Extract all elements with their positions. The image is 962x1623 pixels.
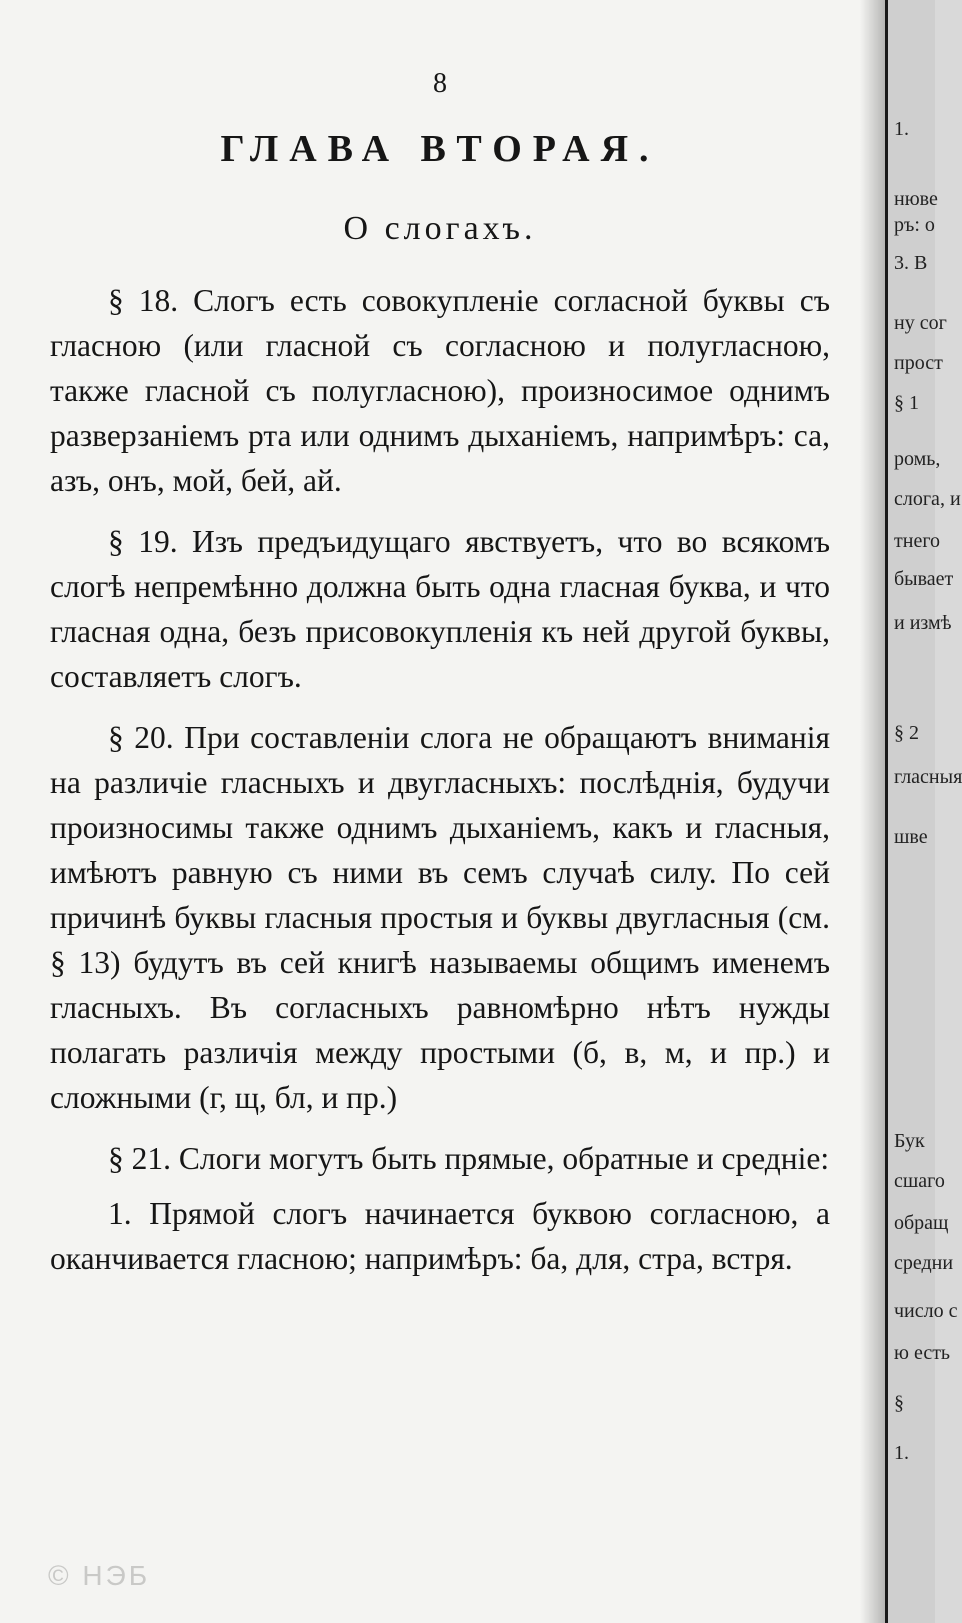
adjacent-page-text: § [894,1392,904,1414]
adjacent-page-text: нюве [894,188,938,210]
adjacent-page-text: средни [894,1252,954,1274]
page-content [50,70,830,1297]
section-title: О слогахъ. [343,210,537,247]
watermark: © НЭБ [48,1560,151,1591]
adjacent-page-text: ю есть [894,1342,951,1364]
adjacent-page-text: сшаго [894,1170,945,1192]
paragraph-18: § 18. Слогъ есть совокупленіе согласной буквы съ гласною (или гласной съ согласною и полугласною, также гласной съ полугласною), произносимое однимъ разверзаніемъ рта или однимъ дыханіемъ, напримѣръ: са, азъ, онъ, мой, бей, ай. [50,283,830,498]
paragraph-21-item-1: 1. Прямой слогъ начинается буквою согласною, а оканчивается гласною; напримѣръ: ба, для, стра, встря. [50,1196,830,1276]
adjacent-page-text: 1. [894,1442,909,1464]
paragraph-21: § 21. Слоги могутъ быть прямые, обратные и средніе: [108,1141,830,1176]
adjacent-page-text: § 1 [894,392,919,414]
adjacent-page-text: бывает [894,568,954,590]
adjacent-page-text: ръ: о [894,214,935,236]
adjacent-page-text: гласныя [894,766,962,788]
adjacent-page-text: 1. [894,118,909,140]
chapter-title: ГЛАВА ВТОРАЯ. [220,128,660,170]
adjacent-page-edge [885,0,962,1623]
adjacent-page-text: ну сог [894,312,947,334]
adjacent-page-text: и измѣ [894,612,952,634]
paragraph-19: § 19. Изъ предъидущаго явствуетъ, что во всякомъ слогѣ непремѣнно должна быть одна гласная буква, и что гласная одна, безъ присовокупленія къ ней другой буквы, составляетъ слогъ. [50,524,830,694]
adjacent-page-text: Бук [894,1130,925,1152]
adjacent-page-text: слога, и [894,488,961,510]
adjacent-page-text: число с [894,1300,958,1322]
adjacent-page-text: § 2 [894,722,919,744]
paragraph-20: § 20. При составленіи слога не обращаютъ вниманія на различіе гласныхъ и двугласныхъ: послѣднія, будучи произносимы также однимъ дыханіемъ, какъ и гласныя, имѣютъ равную съ ними въ семъ случаѣ силу. По сей причинѣ буквы гласныя простыя и буквы двугласныя (см. § 13) будутъ въ сей книгѣ называемы общимъ именемъ гласныхъ. Въ согласныхъ равномѣрно нѣтъ нужды полагать различія между простыми (б, в, м, и пр.) и сложными (г, щ, бл, и пр.) [50,720,830,1115]
adjacent-page-text: обращ [894,1212,949,1234]
page-gutter-shadow [860,0,885,1623]
adjacent-page-text: тнего [894,530,941,552]
adjacent-page-text: шве [894,826,928,848]
adjacent-page-text: 3. В [894,252,928,274]
page-number: 8 [433,68,447,99]
adjacent-page-text: прост [894,352,943,374]
adjacent-page-text: ромь, [894,448,941,470]
